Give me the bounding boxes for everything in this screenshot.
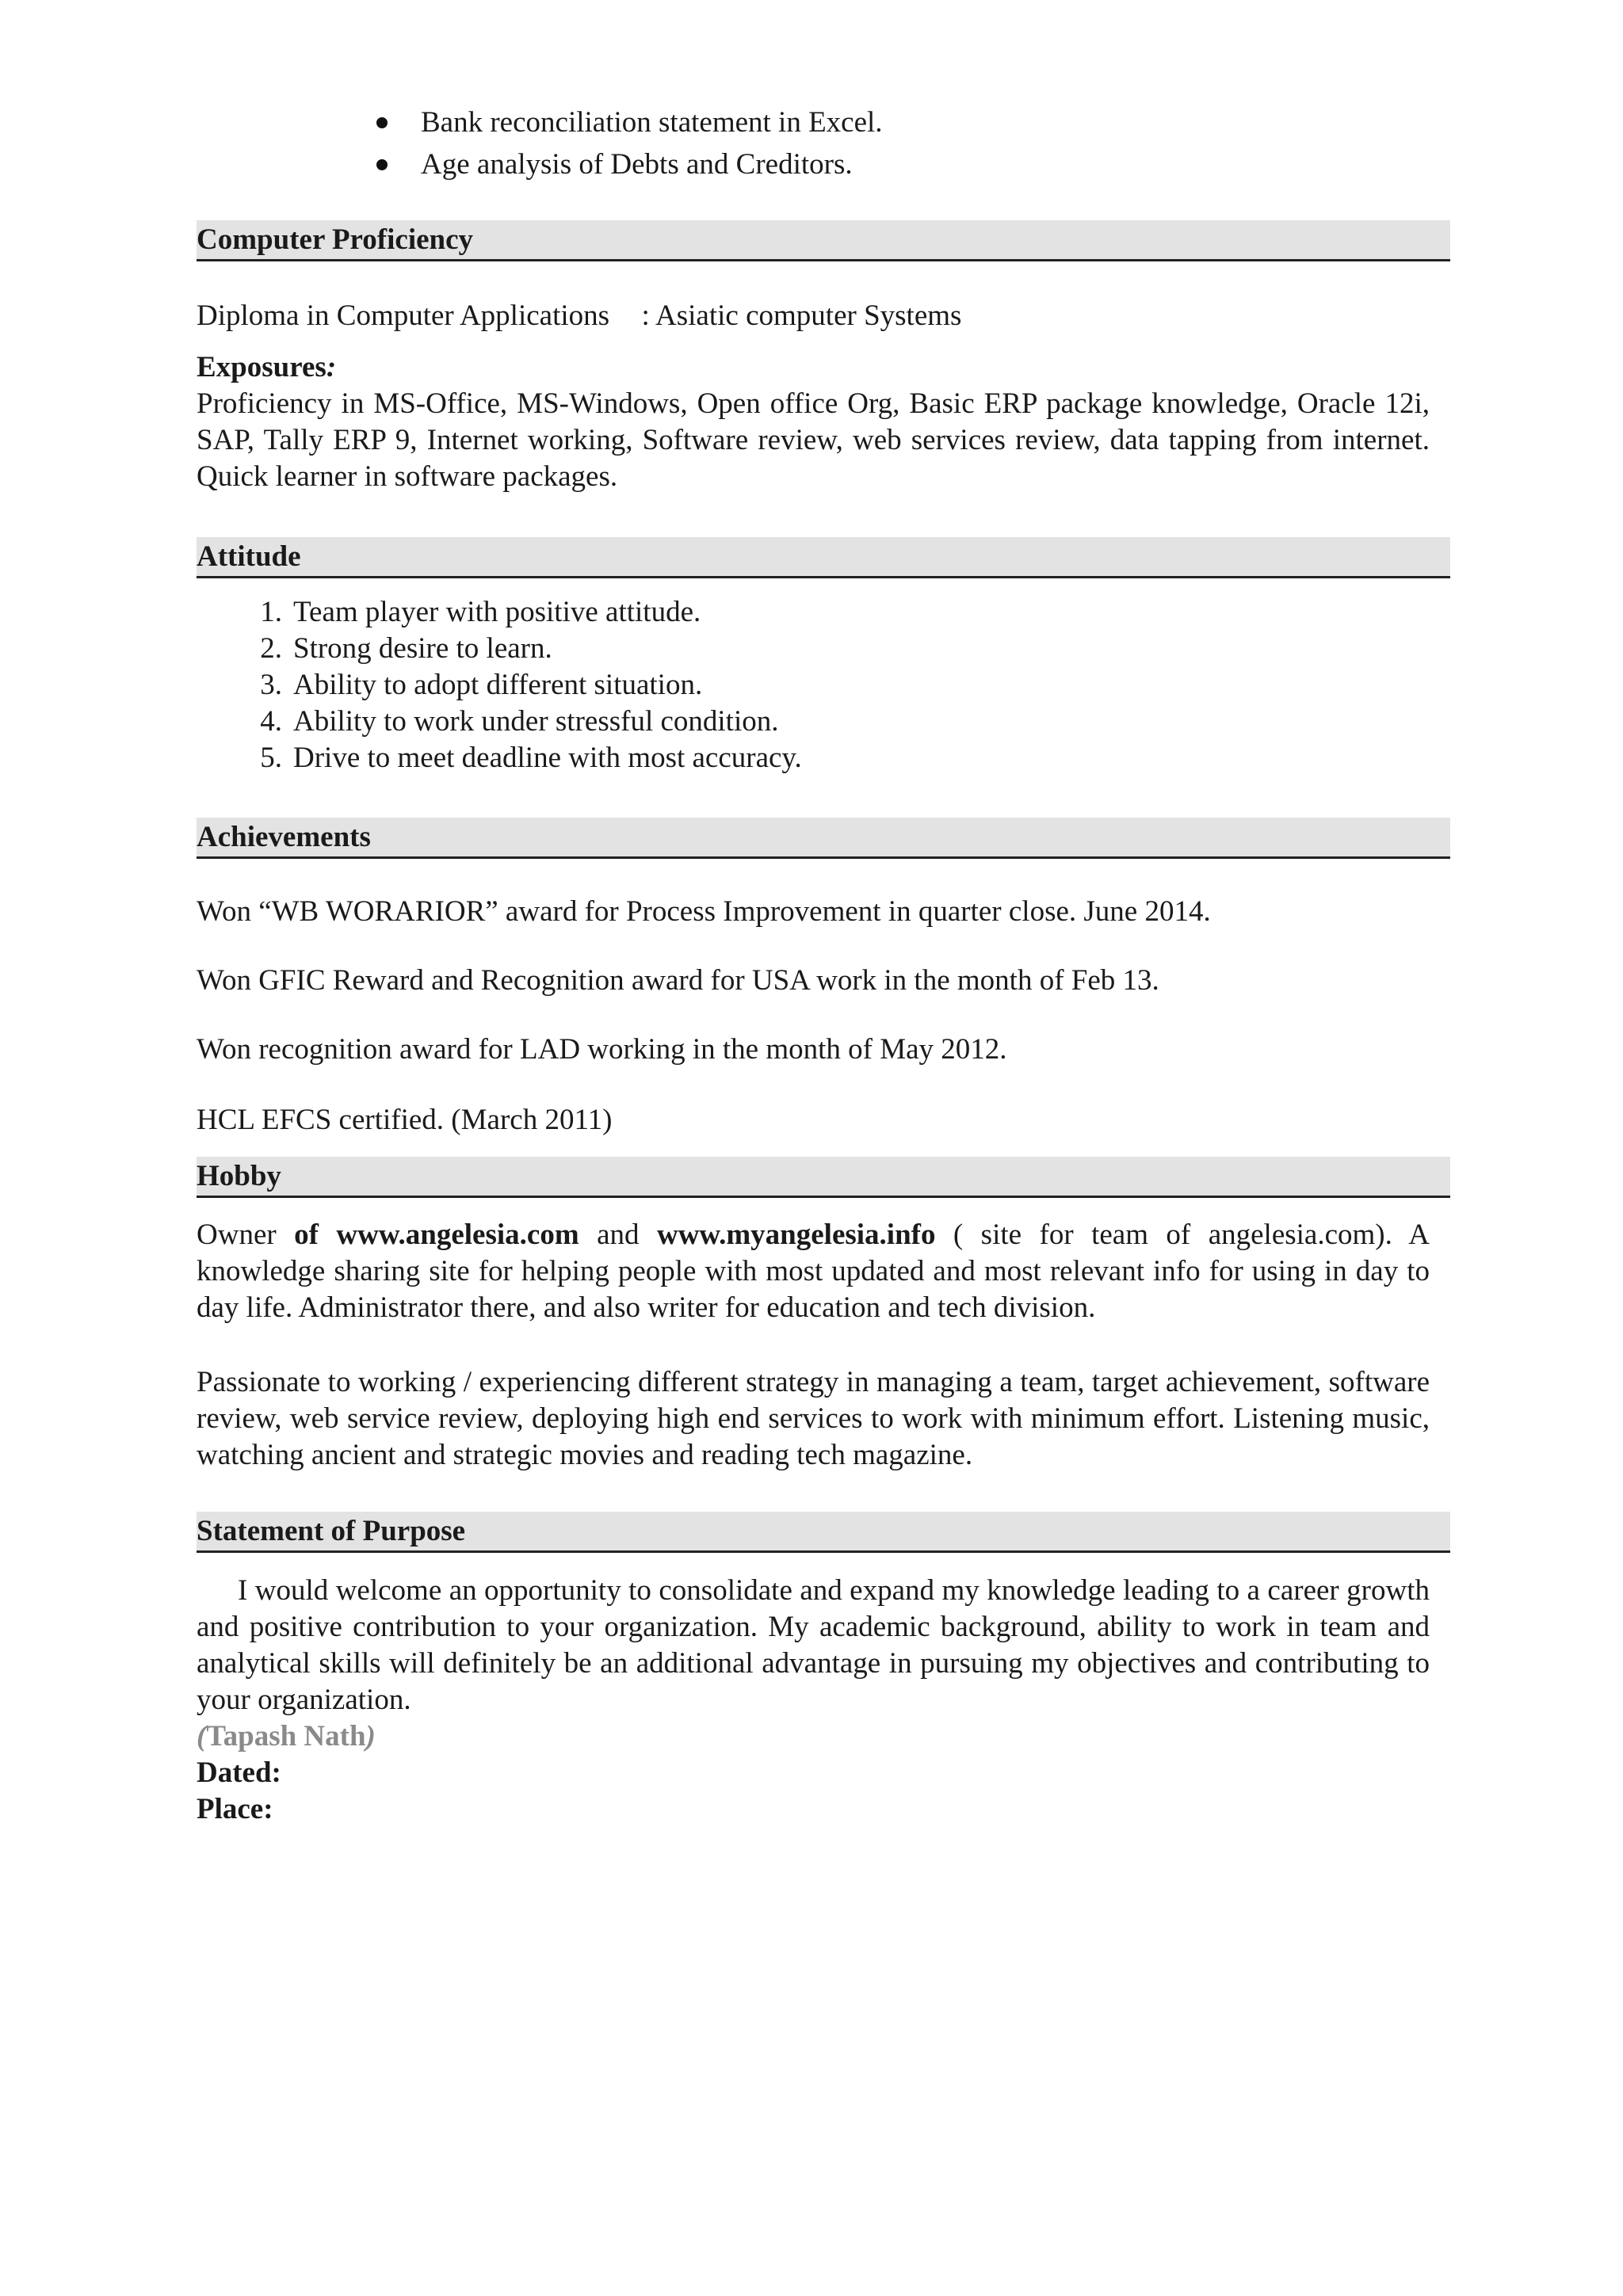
hobby-owner-text: Owner bbox=[197, 1219, 295, 1251]
hobby-paragraph-2: Passionate to working / experiencing different strategy in managing a team, target achievement, software review, web service review, deploying high end services to work with minimum effort. Listening music, watching ancient and strategic movies and reading tech magazine. bbox=[197, 1366, 1430, 1471]
diploma-line bbox=[197, 298, 961, 334]
hobby-and-text: and bbox=[579, 1219, 657, 1251]
bullet-icon bbox=[376, 159, 388, 170]
achievement-item: Won GFIC Reward and Recognition award for USA work in the month of Feb 13. bbox=[197, 964, 1159, 997]
site-link-myangelesia: www.myangelesia.info bbox=[656, 1219, 936, 1251]
exposures-label-text: Exposures bbox=[197, 351, 327, 383]
exposures-paragraph: Proficiency in MS-Office, MS-Windows, Open office Org, Basic ERP package knowledge, Oracle 12i, SAP, Tally ERP 9, Internet working, Software review, web services review, data tapping from internet. Quick learner in software packages. bbox=[197, 387, 1430, 493]
diploma-label: Diploma in Computer Applications bbox=[197, 299, 610, 332]
section-heading-computer-proficiency: Computer Proficiency bbox=[197, 220, 1450, 261]
hobby-paragraph-1 bbox=[197, 1217, 1430, 1326]
list-number: 5. bbox=[260, 742, 282, 774]
achievement-item: HCL EFCS certified. (March 2011) bbox=[197, 1104, 613, 1136]
hobby-rest-text: ( site for team of angelesia.com). A knowledge sharing site for helping people with most updated and most relevant info for using in day to day life. Administrator there, and also writer for education and tech division. bbox=[197, 1219, 1430, 1324]
list-number: 2. bbox=[260, 632, 282, 665]
list-number: 3. bbox=[260, 669, 282, 701]
list-item bbox=[244, 704, 802, 740]
signature-close-paren: ) bbox=[365, 1720, 376, 1753]
list-number: 1. bbox=[260, 596, 282, 628]
achievement-item: Won recognition award for LAD working in the month of May 2012. bbox=[197, 1033, 1007, 1066]
list-text: Drive to meet deadline with most accuracy. bbox=[293, 742, 802, 774]
list-item bbox=[244, 594, 802, 631]
place-label: Place: bbox=[197, 1793, 273, 1825]
list-item bbox=[244, 631, 802, 667]
list-item bbox=[244, 667, 802, 704]
section-heading-attitude: Attitude bbox=[197, 537, 1450, 578]
section-heading-achievements: Achievements bbox=[197, 818, 1450, 859]
list-item bbox=[376, 143, 883, 185]
signature-name bbox=[197, 1718, 376, 1755]
list-item bbox=[376, 101, 883, 143]
exposures-label bbox=[197, 349, 336, 386]
section-heading-statement-of-purpose: Statement of Purpose bbox=[197, 1512, 1450, 1553]
list-text: Strong desire to learn. bbox=[293, 632, 552, 665]
dated-label: Dated: bbox=[197, 1756, 281, 1789]
list-text: Ability to adopt different situation. bbox=[293, 669, 703, 701]
section-heading-hobby: Hobby bbox=[197, 1157, 1450, 1198]
achievement-item: Won “WB WORARIOR” award for Process Improvement in quarter close. June 2014. bbox=[197, 895, 1211, 928]
bullet-text: Bank reconciliation statement in Excel. bbox=[421, 106, 883, 139]
bullet-text: Age analysis of Debts and Creditors. bbox=[421, 148, 853, 181]
signature-name-text: Tapash Nath bbox=[206, 1720, 366, 1753]
bullet-icon bbox=[376, 117, 388, 128]
attitude-list bbox=[244, 594, 802, 776]
list-text: Ability to work under stressful condition. bbox=[293, 705, 779, 738]
diploma-value: : Asiatic computer Systems bbox=[641, 299, 962, 332]
list-item bbox=[244, 740, 802, 776]
signature-open-paren: ( bbox=[197, 1720, 207, 1753]
list-text: Team player with positive attitude. bbox=[293, 596, 701, 628]
purpose-paragraph: I would welcome an opportunity to consolidate and expand my knowledge leading to a career growth and positive contribution to your organization. My academic background, ability to work in team and analytical skills will definitely be an additional advantage in pursuing my objectives and contributing to your organization. bbox=[197, 1574, 1430, 1716]
site-link-angelesia: of www.angelesia.com bbox=[294, 1219, 579, 1251]
top-bullet-list bbox=[376, 101, 883, 185]
list-number: 4. bbox=[260, 705, 282, 738]
exposures-colon: : bbox=[326, 351, 337, 383]
